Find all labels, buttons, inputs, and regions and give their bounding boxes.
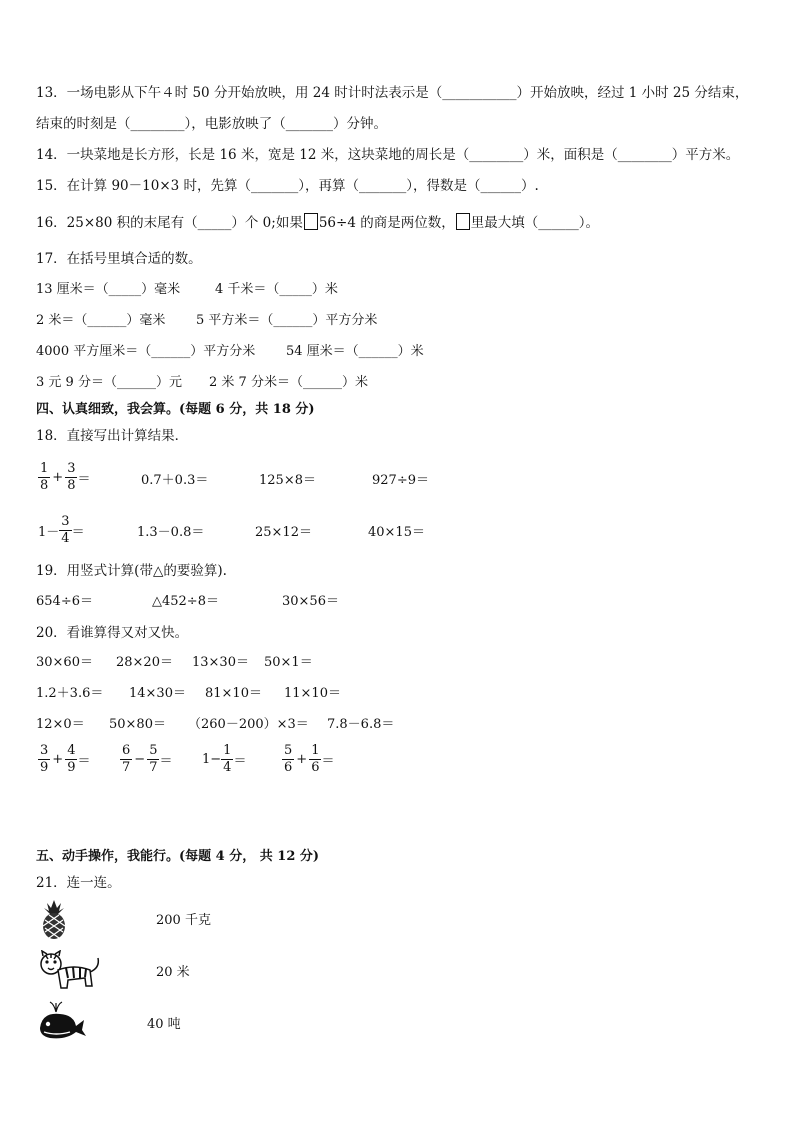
q21-option-1: 200 千克 (156, 913, 211, 928)
q19-item-2: △452÷8＝ (152, 594, 219, 609)
q15: 15．在计算 90－10×3 时，先算（_______），再算（_______），得数是（______）. (36, 178, 539, 194)
q20-r3-4: 7.8－6.8＝ (327, 717, 395, 732)
q20-r1-3: 13×30＝ (192, 655, 249, 670)
q17-r3-b: 54 厘米＝（______）米 (286, 344, 424, 359)
q21-option-3: 40 吨 (147, 1017, 181, 1032)
q20-r2-4: 11×10＝ (284, 686, 341, 701)
q16-part-a: 16．25×80 积的末尾有（_____）个 0;如果 (36, 215, 303, 231)
fraction: $\frac{3}{8}$ (67, 461, 76, 493)
q20-r2-1: 1.2＋3.6＝ (36, 686, 104, 701)
q20-r3-3: （260－200）×3＝ (188, 717, 309, 732)
q18-frac-expr-2: 1－ $\frac{3}{4}$ ＝ (38, 514, 85, 546)
q18-r1-item-2: 125×8＝ (259, 473, 316, 488)
q20-r2-2: 14×30＝ (129, 686, 186, 701)
q17-r3-a: 4000 平方厘米＝（______）平方分米 (36, 344, 256, 359)
q21-title: 21．连一连。 (36, 875, 121, 891)
q20-r1-4: 50×1＝ (264, 655, 313, 670)
q20-r1-1: 30×60＝ (36, 655, 93, 670)
q16-part-c: 里最大填（______）。 (470, 215, 599, 231)
fraction: $\frac{3}{4}$ (61, 514, 70, 546)
q20-r2-3: 81×10＝ (205, 686, 262, 701)
q19-item-3: 30×56＝ (282, 594, 339, 609)
q20-frac-expr-3: 1− $\frac{1}{4}$ ＝ (202, 743, 247, 775)
q13-line1: 13．一场电影从下午４时 50 分开始放映，用 24 时计时法表示是（___________）开始放映，经过 1 小时 25 分结束， (36, 85, 749, 101)
q17-title: 17．在括号里填合适的数。 (36, 251, 202, 267)
tiger-icon (38, 950, 102, 992)
fraction: $\frac{1}{4}$ (223, 743, 232, 775)
q20-frac-expr-2: $\frac{6}{7}$ − $\frac{5}{7}$ ＝ (122, 743, 173, 775)
section-4-heading: 四、认真细致，我会算。(每题 6 分，共 18 分) (36, 402, 315, 417)
q20-frac-expr-4: $\frac{5}{6}$ + $\frac{1}{6}$ ＝ (284, 743, 335, 775)
fraction: $\frac{5}{7}$ (149, 743, 158, 775)
q16 (36, 213, 599, 232)
q13-line2: 结束的时刻是（________），电影放映了（_______）分钟。 (36, 116, 387, 132)
q18-r2-item-1: 1.3－0.8＝ (137, 525, 205, 540)
q20-r1-2: 28×20＝ (116, 655, 173, 670)
q20-r3-1: 12×0＝ (36, 717, 85, 732)
q20-frac-expr-1: $\frac{3}{9}$ + $\frac{4}{9}$ ＝ (40, 743, 91, 775)
q20-title: 20．看谁算得又对又快。 (36, 625, 189, 641)
fraction: $\frac{6}{7}$ (122, 743, 131, 775)
q18-title: 18．直接写出计算结果． (36, 428, 189, 444)
q18-frac-expr-1: $\frac{1}{8}$ + $\frac{3}{8}$ ＝ (40, 461, 91, 493)
q14: 14．一块菜地是长方形，长是 16 米，宽是 12 米，这块菜地的周长是（________）米，面积是（________）平方米。 (36, 147, 740, 163)
q17-r1-a: 13 厘米＝（_____）毫米 (36, 282, 181, 297)
q17-r2-a: 2 米＝（______）毫米 (36, 313, 166, 328)
q18-r2-item-2: 25×12＝ (255, 525, 312, 540)
blank-box-1 (304, 213, 318, 230)
fraction: $\frac{5}{6}$ (284, 743, 293, 775)
q21-option-2: 20 米 (156, 965, 190, 980)
q18-r1-item-3: 927÷9＝ (372, 473, 429, 488)
fraction: $\frac{4}{9}$ (67, 743, 76, 775)
q17-r4-b: 2 米 7 分米＝（______）米 (209, 375, 368, 390)
q19-title: 19．用竖式计算(带△的要验算). (36, 563, 227, 579)
q18-r1-item-1: 0.7＋0.3＝ (141, 473, 209, 488)
q18-r2-item-3: 40×15＝ (368, 525, 425, 540)
fraction: $\frac{3}{9}$ (40, 743, 49, 775)
fraction: $\frac{1}{6}$ (311, 743, 320, 775)
fraction: $\frac{1}{8}$ (40, 461, 49, 493)
section-5-heading: 五、动手操作，我能行。(每题 4 分， 共 12 分) (36, 849, 320, 864)
blank-box-2 (456, 213, 470, 230)
q19-item-1: 654÷6＝ (36, 594, 93, 609)
whale-icon (36, 1000, 88, 1042)
q17-r2-b: 5 平方米＝（______）平方分米 (196, 313, 378, 328)
q20-r3-2: 50×80＝ (109, 717, 166, 732)
q16-part-b: 56÷4 的商是两位数， (318, 215, 455, 231)
q17-r4-a: 3 元 9 分＝（______）元 (36, 375, 182, 390)
pineapple-icon (38, 898, 70, 940)
q17-r1-b: 4 千米＝（_____）米 (215, 282, 338, 297)
